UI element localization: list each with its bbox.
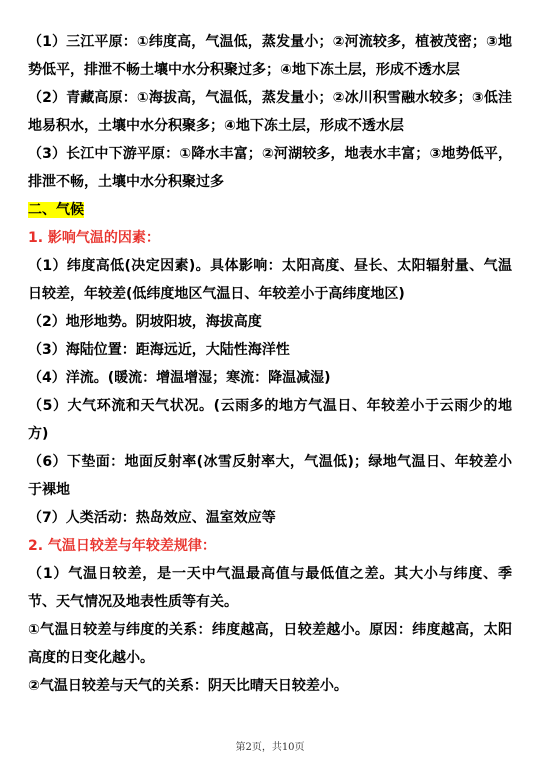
section-heading-climate bbox=[28, 196, 512, 224]
factor-terrain: （2）地形地势。阴坡阳坡，海拔高度 bbox=[28, 314, 262, 330]
subheading-temperature-factors: 1. 影响气温的因素： bbox=[28, 230, 160, 246]
paragraph-qingzang: （2）青藏高原：①海拔高，气温低，蒸发量小；②冰川积雪融水较多；③低洼地易积水，土壤中水分积聚多；④地下冻土层，形成不透水层 bbox=[28, 90, 512, 134]
range-weather: ②气温日较差与天气的关系：阴天比晴天日较差小。 bbox=[28, 678, 348, 694]
section-heading-text: 二、气候 bbox=[28, 202, 84, 218]
factor-latitude: （1）纬度高低(决定因素)。具体影响：太阳高度、昼长、太阳辐射量、气温日较差，年较差(低纬度地区气温日、年较差小于高纬度地区) bbox=[28, 258, 512, 302]
factor-land-sea: （3）海陆位置：距海远近，大陆性海洋性 bbox=[28, 342, 290, 358]
factor-human: （7）人类活动：热岛效应、温室效应等 bbox=[28, 510, 276, 526]
factor-ocean-current: （4）洋流。(暖流：增温增湿；寒流：降温减湿) bbox=[28, 370, 331, 386]
paragraph-sanjiang: （1）三江平原：①纬度高，气温低，蒸发量小；②河流较多，植被茂密；③地势低平，排泄不畅土壤中水分积聚过多；④地下冻土层，形成不透水层 bbox=[28, 34, 512, 78]
paragraph-changjiang: （3）长江中下游平原：①降水丰富；②河湖较多，地表水丰富；③地势低平，排泄不畅，土壤中水分积聚过多 bbox=[28, 146, 512, 190]
page-footer: 第2页，共10页 bbox=[235, 742, 305, 753]
factor-surface: （6）下垫面：地面反射率(冰雪反射率大，气温低)；绿地气温日、年较差小于裸地 bbox=[28, 454, 512, 498]
range-definition: （1）气温日较差，是一天中气温最高值与最低值之差。其大小与纬度、季节、天气情况及地表性质等有关。 bbox=[28, 566, 512, 610]
factor-circulation: （5）大气环流和天气状况。(云雨多的地方气温日、年较差小于云雨少的地方) bbox=[28, 398, 512, 442]
range-latitude: ①气温日较差与纬度的关系：纬度越高，日较差越小。原因：纬度越高，太阳高度的日变化越小。 bbox=[28, 622, 512, 666]
subheading-temperature-range: 2. 气温日较差与年较差规律： bbox=[28, 538, 216, 554]
